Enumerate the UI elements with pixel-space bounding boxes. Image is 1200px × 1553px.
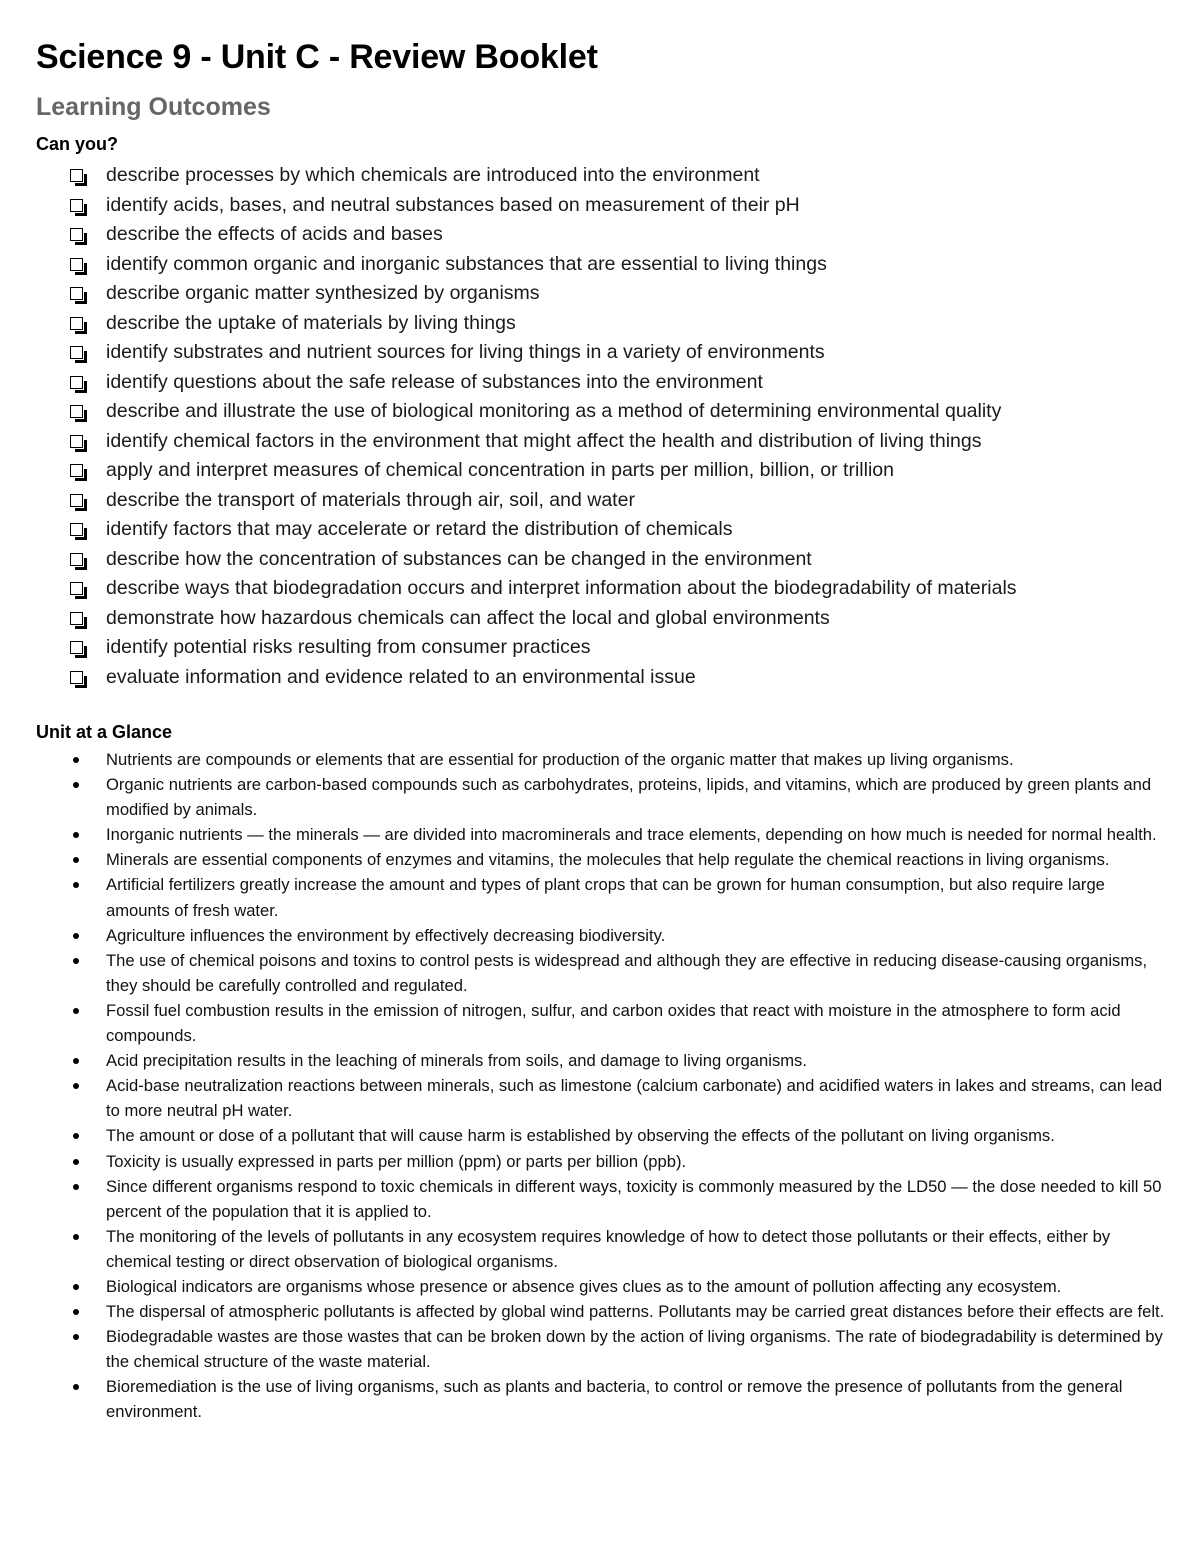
outcome-item [70,250,1170,280]
outcome-item [70,574,1170,604]
outcome-text: evaluate information and evidence related to an environmental issue [106,665,696,688]
outcome-item [70,515,1170,545]
glance-item [70,847,1166,872]
checkbox-bullet-icon [70,671,83,684]
checkbox-bullet-icon [70,523,83,536]
unit-at-a-glance-list [70,747,1166,1425]
outcome-item [70,633,1170,663]
outcome-text: describe processes by which chemicals are introduced into the environment [106,164,760,186]
glance-text: Bioremediation is the use of living organisms, such as plants and bacteria, to control or remove the presence of pollutants from the general environment. [106,1377,1123,1422]
glance-text: Acid precipitation results in the leaching of minerals from soils, and damage to living organisms. [106,1051,807,1071]
bullet-dot-icon [73,1083,79,1089]
glance-item [70,948,1166,998]
outcome-item [70,161,1170,191]
bullet-dot-icon [73,857,79,863]
section-title: Learning Outcomes [36,93,271,121]
outcome-item [70,338,1170,368]
outcome-item [70,427,1170,457]
bullet-dot-icon [73,782,79,788]
checkbox-bullet-icon [70,464,83,477]
glance-text: Nutrients are compounds or elements that are essential for production of the organic matter that makes up living organisms. [106,750,1014,769]
glance-item [70,772,1166,822]
bullet-dot-icon [73,1184,79,1190]
glance-text: Agriculture influences the environment by effectively decreasing biodiversity. [106,925,666,945]
checkbox-bullet-icon [70,376,83,389]
document-title: Science 9 - Unit C - Review Booklet [36,38,598,76]
checkbox-bullet-icon [70,287,83,300]
unit-at-a-glance-heading: Unit at a Glance [36,722,173,742]
outcome-item [70,279,1170,309]
outcome-text: describe organic matter synthesized by organisms [106,282,540,304]
outcome-text: describe the uptake of materials by living things [106,311,516,334]
glance-item [70,1224,1166,1274]
checkbox-bullet-icon [70,582,83,595]
bullet-dot-icon [73,933,79,939]
bullet-dot-icon [73,1159,79,1165]
outcome-item [70,220,1170,250]
checkbox-bullet-icon [70,435,83,448]
glance-item [70,1174,1166,1224]
outcome-text: identify chemical factors in the environment that might affect the health and distribution of living things [106,429,982,452]
outcome-text: identify potential risks resulting from consumer practices [106,636,591,658]
outcome-text: describe the effects of acids and bases [106,223,443,245]
bullet-dot-icon [73,757,79,763]
checkbox-bullet-icon [70,169,83,182]
outcome-item [70,545,1170,575]
glance-item [70,1149,1166,1174]
glance-text: The amount or dose of a pollutant that will cause harm is established by observing the effects of the pollutant on living organisms. [106,1126,1055,1146]
outcome-text: describe how the concentration of substances can be changed in the environment [106,547,812,570]
bullet-dot-icon [73,1334,79,1340]
checkbox-bullet-icon [70,228,83,241]
outcome-text: describe ways that biodegradation occurs and interpret information about the biodegradability of materials [106,577,1017,599]
glance-text: The monitoring of the levels of pollutants in any ecosystem requires knowledge of how to detect those pollutants or their effects, either by chemical testing or direct observation of biological organisms. [106,1226,1111,1271]
bullet-dot-icon [73,958,79,964]
glance-text: Artificial fertilizers greatly increase the amount and types of plant crops that can be grown for human consumption, but also require large amounts of fresh water. [106,875,1105,920]
glance-item [70,923,1166,948]
bullet-dot-icon [73,1133,79,1139]
outcome-text: identify acids, bases, and neutral substances based on measurement of their pH [106,193,800,216]
glance-text: Fossil fuel combustion results in the emission of nitrogen, sulfur, and carbon oxides that react with moisture in the atmosphere to form acid compounds. [106,1000,1121,1046]
can-you-heading: Can you? [36,134,119,154]
checkbox-bullet-icon [70,258,83,271]
glance-item [70,1374,1166,1424]
outcome-item [70,397,1170,427]
glance-text: Organic nutrients are carbon-based compounds such as carbohydrates, proteins, lipids, and vitamins, which are produced by green plants and modified by animals. [106,775,1152,820]
outcome-item [70,309,1170,339]
glance-text: Inorganic nutrients — the minerals — are divided into macrominerals and trace elements, depending on how much is needed for normal health. [106,825,1157,845]
glance-text: Biodegradable wastes are those wastes that can be broken down by the action of living organisms. The rate of biodegradability is determined by the chemical structure of the waste material. [106,1327,1163,1372]
glance-item [70,1299,1166,1324]
bullet-dot-icon [73,1058,79,1064]
bullet-dot-icon [73,1008,79,1014]
glance-item [70,1048,1166,1073]
glance-item [70,1324,1166,1374]
bullet-dot-icon [73,1284,79,1290]
checkbox-bullet-icon [70,612,83,625]
glance-item [70,1073,1166,1123]
glance-item [70,747,1166,772]
checkbox-bullet-icon [70,346,83,359]
outcome-item [70,191,1170,221]
outcome-text: identify substrates and nutrient sources for living things in a variety of environments [106,341,825,363]
glance-text: Biological indicators are organisms whose presence or absence gives clues as to the amount of pollution affecting any ecosystem. [106,1276,1062,1296]
outcome-text: identify factors that may accelerate or retard the distribution of chemicals [106,518,733,540]
checkbox-bullet-icon [70,405,83,418]
learning-outcomes-list [70,161,1170,692]
outcome-item [70,604,1170,634]
outcome-item [70,456,1170,486]
glance-item [70,1123,1166,1148]
glance-item [70,1274,1166,1299]
glance-text: Toxicity is usually expressed in parts per million (ppm) or parts per billion (ppb). [106,1151,687,1171]
glance-item [70,872,1166,922]
bullet-dot-icon [73,832,79,838]
glance-text: The use of chemical poisons and toxins to control pests is widespread and although they are effective in reducing disease-causing organisms, they should be carefully controlled and regulated. [106,950,1148,995]
outcome-text: identify questions about the safe release of substances into the environment [106,370,763,393]
outcome-item [70,663,1170,693]
outcome-text: apply and interpret measures of chemical concentration in parts per million, billion, or trillion [106,459,894,481]
outcome-text: describe the transport of materials through air, soil, and water [106,488,635,511]
outcome-text: demonstrate how hazardous chemicals can affect the local and global environments [106,606,830,629]
checkbox-bullet-icon [70,199,83,212]
outcome-text: describe and illustrate the use of biological monitoring as a method of determining environmental quality [106,400,1002,422]
bullet-dot-icon [73,882,79,888]
glance-item [70,822,1166,847]
glance-text: The dispersal of atmospheric pollutants is affected by global wind patterns. Pollutants may be carried great distances before their effects are felt. [106,1302,1165,1322]
checkbox-bullet-icon [70,553,83,566]
checkbox-bullet-icon [70,494,83,507]
checkbox-bullet-icon [70,641,83,654]
bullet-dot-icon [73,1384,79,1390]
checkbox-bullet-icon [70,317,83,330]
outcome-item [70,486,1170,516]
glance-text: Acid-base neutralization reactions between minerals, such as limestone (calcium carbonate) and acidified waters in lakes and streams, can lead to more neutral pH water. [106,1076,1163,1121]
bullet-dot-icon [73,1234,79,1240]
glance-text: Since different organisms respond to toxic chemicals in different ways, toxicity is commonly measured by the LD50 — the dose needed to kill 50 percent of the population that it is applied to. [106,1176,1162,1221]
glance-item [70,998,1166,1048]
outcome-item [70,368,1170,398]
glance-text: Minerals are essential components of enzymes and vitamins, the molecules that help regulate the chemical reactions in living organisms. [106,850,1110,870]
outcome-text: identify common organic and inorganic substances that are essential to living things [106,252,827,275]
bullet-dot-icon [73,1309,79,1315]
